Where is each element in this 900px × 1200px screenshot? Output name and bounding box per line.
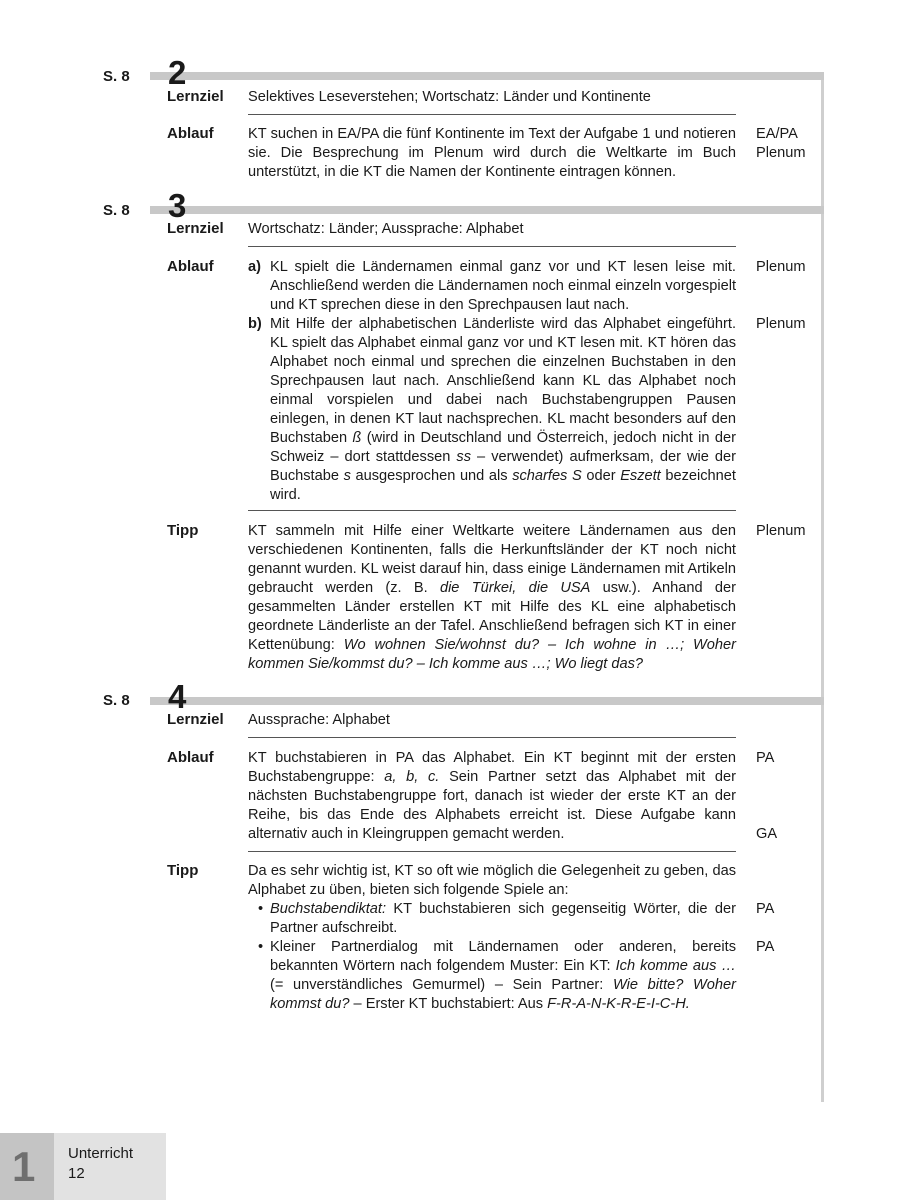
page-reference: S. 8 (103, 692, 130, 709)
page-number: 12 (68, 1165, 85, 1182)
italic-letters: a, b, c. (384, 769, 440, 785)
tipp-content (248, 862, 736, 1014)
text-run: Kleiner Partnerdialog mit Ländernamen oder anderen, bereits bekannten Wörtern nach folgendem Muster: Ein KT: (270, 939, 736, 974)
separator (248, 851, 736, 852)
task-header-bar (150, 206, 824, 214)
italic-term: Buchstabendiktat: (270, 901, 387, 917)
text-run: – verwendet) aufmerksam, der wie der Buchstabe (270, 449, 737, 484)
ablauf-list (248, 258, 736, 505)
separator (248, 737, 736, 738)
text-run: KT buchstabieren in PA das Alphabet. Ein KT beginnt mit der ersten Buchstabengruppe: (248, 750, 736, 785)
italic-term: Eszett (620, 468, 661, 484)
social-form: PA (756, 939, 775, 955)
bullet-icon: • (258, 939, 264, 955)
page-reference: S. 8 (103, 202, 130, 219)
italic-spelling: F-R-A-N-K-R-E-I-C-H. (547, 996, 690, 1012)
tipp-text (248, 522, 736, 674)
item-marker: b) (248, 316, 262, 332)
text-run: – Erster KT buchstabiert: Aus (349, 996, 548, 1012)
italic-term: s (343, 468, 351, 484)
text-run: KT sammeln mit Hilfe einer Weltkarte weitere Ländernamen aus den verschiedenen Kontinenten, falls die Herkunftsländer der KT noch nicht genannt wurden. KL weist darauf hin, dass einige Ländernamen mit Artikeln gebraucht werden (z. B. (248, 523, 736, 596)
lernziel-text: Wortschatz: Länder; Aussprache: Alphabet (248, 221, 524, 237)
separator (248, 246, 736, 247)
lernziel-label: Lernziel (167, 88, 224, 105)
italic-term: scharfes S (512, 468, 582, 484)
tipp-label: Tipp (167, 522, 199, 539)
text-run: bezeichnet wird. (270, 468, 736, 503)
italic-term: ß (352, 430, 362, 446)
tipp-intro: Da es sehr wichtig ist, KT so oft wie möglich die Gelegenheit zu geben, das Alphabet zu üben, bieten sich folgende Spiele an: (248, 863, 736, 898)
chapter-number: 1 (12, 1143, 36, 1190)
text-run: (= unverständliches Gemurmel) – Sein Partner: (270, 977, 613, 993)
task-number: 4 (168, 678, 186, 715)
ablauf-text: KT suchen in EA/PA die fünf Kontinente im Text der Aufgabe 1 und notieren sie. Die Besprechung im Plenum wird durch die Weltkarte im Buch unterstützt, in die KT die Namen der Kontinente eintragen können. (248, 126, 736, 180)
task-header-bar (150, 72, 824, 80)
section-label: Unterricht (68, 1145, 134, 1162)
separator (248, 114, 736, 115)
ablauf-text (248, 749, 736, 844)
task-number: 3 (168, 187, 186, 224)
social-form: Plenum (756, 259, 806, 275)
ablauf-label: Ablauf (167, 258, 214, 275)
right-margin-rule (821, 72, 824, 1102)
task-number: 2 (168, 54, 186, 91)
italic-dialog: Wie bitte? Woher kommst du? (270, 977, 736, 1012)
item-marker: a) (248, 259, 261, 275)
item-text: KL spielt die Ländernamen einmal ganz vor und KT lesen leise mit. Anschließend werden die Ländernamen noch einmal einzeln vorgespielt und KT sprechen diese in den Sprechpausen laut nach. (270, 259, 736, 313)
tipp-label: Tipp (167, 862, 199, 879)
italic-dialog: Wo wohnen Sie/wohnst du? – Ich wohne in …; Woher kommen Sie/kommst du? – Ich komme aus …; Wo liegt das? (248, 637, 736, 672)
text-run: Sein Partner setzt das Alphabet mit der nächsten Buchstabengruppe fort, danach ist wieder der erste KT an der Reihe, bis das Ende des Alphabets erreicht ist. Diese Aufgabe kann alternativ auch in Kleingruppen gemacht werden. (248, 769, 736, 842)
page-reference: S. 8 (103, 68, 130, 85)
social-form: PA (756, 901, 775, 917)
social-form: GA (756, 826, 778, 842)
lernziel-label: Lernziel (167, 711, 224, 728)
tipp-bullet (248, 900, 736, 938)
ablauf-item-a (248, 258, 736, 315)
bullet-icon: • (258, 901, 264, 917)
separator (248, 510, 736, 511)
ablauf-label: Ablauf (167, 749, 214, 766)
footer-label-box (54, 1133, 166, 1200)
text-run: usw.). Anhand der gesammelten Länder erstellen KT mit Hilfe des KL eine alphabetisch geordnete Länderliste an der Tafel. Anschließend befragen sich KT in einer Kettenübung: (248, 580, 736, 653)
social-form: Plenum (756, 145, 806, 161)
task-header-bar (150, 697, 824, 705)
ablauf-item-b (248, 315, 736, 505)
text-run: oder (581, 468, 621, 484)
social-form: EA/PA (756, 126, 798, 142)
italic-term: ss (456, 449, 472, 465)
lernziel-text: Aussprache: Alphabet (248, 712, 390, 728)
lernziel-text: Selektives Leseverstehen; Wortschatz: Länder und Kontinente (248, 89, 651, 105)
lernziel-label: Lernziel (167, 220, 224, 237)
social-form: Plenum (756, 523, 806, 539)
social-form: PA (756, 750, 775, 766)
italic-example: die Türkei, die USA (439, 580, 591, 596)
chapter-tab (0, 1133, 54, 1200)
ablauf-label: Ablauf (167, 125, 214, 142)
italic-dialog: Ich komme aus … (615, 958, 737, 974)
text-run: Mit Hilfe der alphabetischen Länderliste wird das Alphabet eingeführt. KL spielt das Alphabet einmal ganz vor und KT lesen mit. KT hören das Alphabet noch einmal und sprechen die einzelnen Buchstaben in den Sprechpausen laut nach. Anschließend kann KL das Alphabet noch einmal vorspielen und dabei nach Buchstabengruppen Pausen einlegen, in denen KT laut nachsprechen. KL macht besonders auf den Buchstaben (270, 316, 736, 446)
social-form: Plenum (756, 316, 806, 332)
text-run: (wird in Deutschland und Österreich, jedoch nicht in der Schweiz – dort stattdessen (270, 430, 737, 465)
tipp-bullet (248, 938, 736, 1014)
text-run: KT buchstabieren sich gegenseitig Wörter, die der Partner aufschreibt. (270, 901, 736, 936)
text-run: ausgesprochen und als (350, 468, 513, 484)
